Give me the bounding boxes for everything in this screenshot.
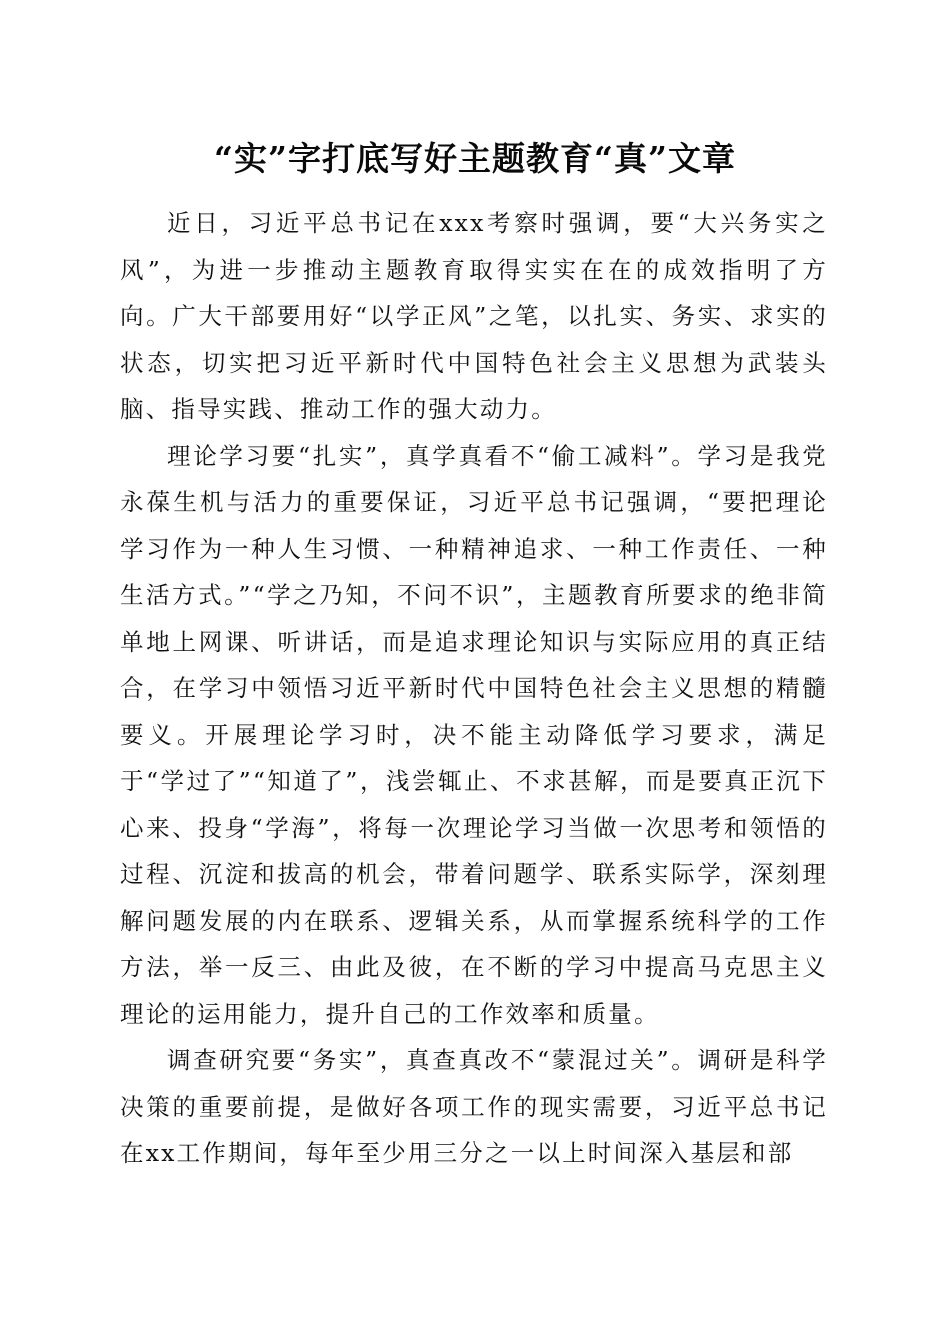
paragraph-theory-study: 理论学习要“扎实”，真学真看不“偷工减料”。学习是我党永葆生机与活力的重要保证，习近平总书记强调，“要把理论学习作为一种人生习惯、一种精神追求、一种工作责任、一种生活方式。”“学之乃知，不问不识”，主题教育所要求的绝非简单地上网课、听讲话，而是追求理论知识与实际应用的真正结合，在学习中领悟习近平新时代中国特色社会主义思想的精髓要义。开展理论学习时，决不能主动降低学习要求，满足于“学过了”“知道了”，浅尝辄止、不求甚解，而是要真正沉下心来、投身“学海”，将每一次理论学习当做一次思考和领悟的过程、沉淀和拔高的机会，带着问题学、联系实际学，深刻理解问题发展的内在联系、逻辑关系，从而掌握系统科学的工作方法，举一反三、由此及彼，在不断的学习中提高马克思主义理论的运用能力，提升自己的工作效率和质量。 xyxy=(120,441,828,1028)
document-body xyxy=(120,200,828,1177)
paragraph-investigation: 调查研究要“务实”，真查真改不“蒙混过关”。调研是科学决策的重要前提，是做好各项工作的现实需要，习近平总书记在xx工作期间，每年至少用三分之一以上时间深入基层和部 xyxy=(120,1046,828,1167)
document-title: “实”字打底写好主题教育“真”文章 xyxy=(214,139,736,178)
paragraph-intro: 近日，习近平总书记在xxx考察时强调，要“大兴务实之风”，为进一步推动主题教育取得实实在在的成效指明了方向。广大干部要用好“以学正风”之笔，以扎实、务实、求实的状态，切实把习近平新时代中国特色社会主义思想为武装头脑、指导实践、推动工作的强大动力。 xyxy=(120,209,828,423)
